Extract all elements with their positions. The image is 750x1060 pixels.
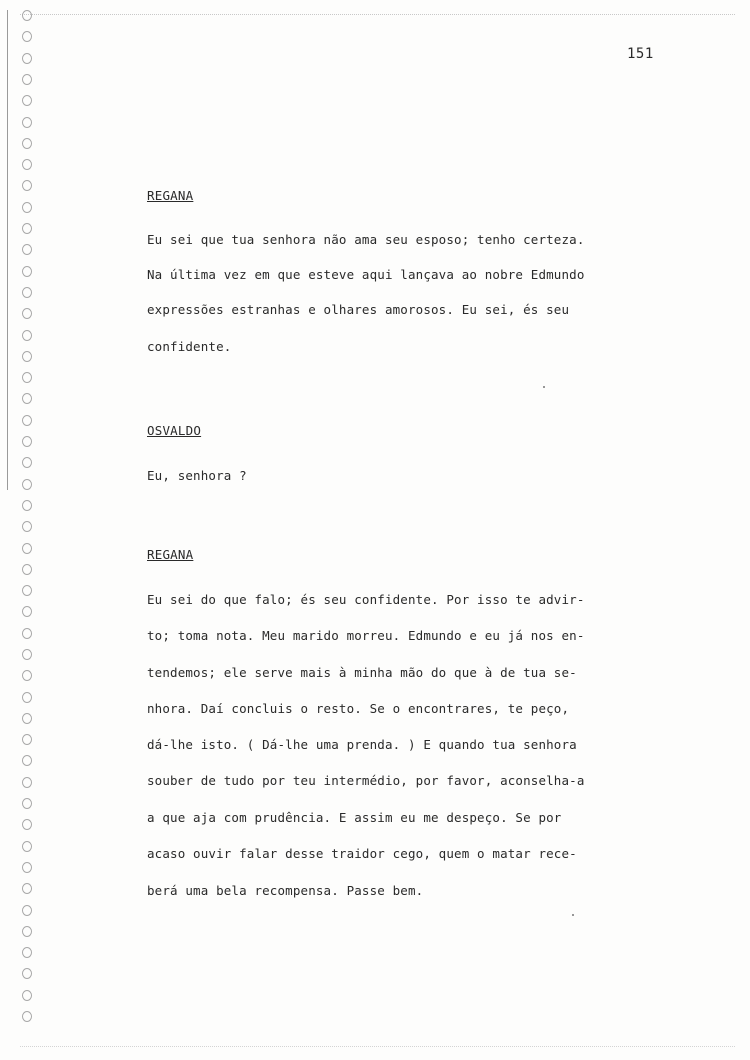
binder-hole-icon (22, 117, 32, 128)
speech-line: nhora. Daí concluis o resto. Se o encontrares, te peço, (147, 701, 570, 716)
binder-hole-icon (22, 138, 32, 149)
binder-hole-icon (22, 564, 32, 575)
speech-line: Eu sei que tua senhora não ama seu esposo; tenho certeza. (147, 232, 585, 247)
binder-hole-icon (22, 244, 32, 255)
speech-line: dá-lhe isto. ( Dá-lhe uma prenda. ) E quando tua senhora (147, 737, 577, 752)
speech-line: acaso ouvir falar desse traidor cego, quem o matar rece- (147, 846, 577, 861)
speech-line: Na última vez em que esteve aqui lançava ao nobre Edmundo (147, 267, 585, 282)
binder-hole-icon (22, 947, 32, 958)
speech-line: souber de tudo por teu intermédio, por favor, aconselha-a (147, 773, 585, 788)
binder-hole-icon (22, 628, 32, 639)
binder-hole-icon (22, 287, 32, 298)
binder-hole-icon (22, 819, 32, 830)
speaker-name: REGANA (147, 188, 194, 203)
speech-line: Eu, senhora ? (147, 468, 247, 483)
binder-hole-icon (22, 500, 32, 511)
binder-hole-icon (22, 926, 32, 937)
speech-line: Eu sei do que falo; és seu confidente. Por isso te advir- (147, 592, 585, 607)
binder-hole-icon (22, 841, 32, 852)
speaker-name: REGANA (147, 547, 194, 562)
binder-hole-icon (22, 74, 32, 85)
binder-hole-icon (22, 159, 32, 170)
binder-hole-icon (22, 734, 32, 745)
binder-hole-icon (22, 905, 32, 916)
speech-line: a que aja com prudência. E assim eu me despeço. Se por (147, 810, 562, 825)
binder-hole-icon (22, 479, 32, 490)
binder-hole-icon (22, 1011, 32, 1022)
binder-hole-icon (22, 606, 32, 617)
binder-hole-icon (22, 521, 32, 532)
binder-hole-icon (22, 308, 32, 319)
paper-speck (572, 914, 574, 916)
binder-hole-icon (22, 968, 32, 979)
binder-hole-icon (22, 777, 32, 788)
top-dotted-rule (20, 14, 735, 15)
binder-hole-icon (22, 755, 32, 766)
bottom-dotted-rule (20, 1046, 735, 1047)
binder-hole-icon (22, 10, 32, 21)
binder-hole-icon (22, 649, 32, 660)
binder-hole-icon (22, 415, 32, 426)
speech-line: expressões estranhas e olhares amorosos. Eu sei, és seu (147, 302, 570, 317)
speaker-name: OSVALDO (147, 423, 202, 438)
binder-hole-icon (22, 436, 32, 447)
binder-hole-icon (22, 393, 32, 404)
binder-hole-icon (22, 266, 32, 277)
binder-hole-icon (22, 883, 32, 894)
binder-hole-icon (22, 372, 32, 383)
binder-hole-icon (22, 180, 32, 191)
binder-hole-icon (22, 53, 32, 64)
speech-line: tendemos; ele serve mais à minha mão do que à de tua se- (147, 665, 577, 680)
page-number: 151 (627, 46, 654, 62)
binder-holes (22, 0, 42, 1060)
binder-hole-icon (22, 585, 32, 596)
paper-speck (543, 386, 545, 388)
binder-hole-icon (22, 31, 32, 42)
binder-hole-icon (22, 990, 32, 1001)
binder-hole-icon (22, 713, 32, 724)
speech-line: confidente. (147, 339, 232, 354)
binder-hole-icon (22, 223, 32, 234)
binder-hole-icon (22, 202, 32, 213)
left-margin-rule (7, 10, 8, 490)
binder-hole-icon (22, 798, 32, 809)
binder-hole-icon (22, 670, 32, 681)
binder-hole-icon (22, 543, 32, 554)
binder-hole-icon (22, 95, 32, 106)
speech-line: to; toma nota. Meu marido morreu. Edmundo e eu já nos en- (147, 628, 585, 643)
binder-hole-icon (22, 457, 32, 468)
binder-hole-icon (22, 692, 32, 703)
speech-line: berá uma bela recompensa. Passe bem. (147, 883, 424, 898)
binder-hole-icon (22, 862, 32, 873)
binder-hole-icon (22, 330, 32, 341)
binder-hole-icon (22, 351, 32, 362)
